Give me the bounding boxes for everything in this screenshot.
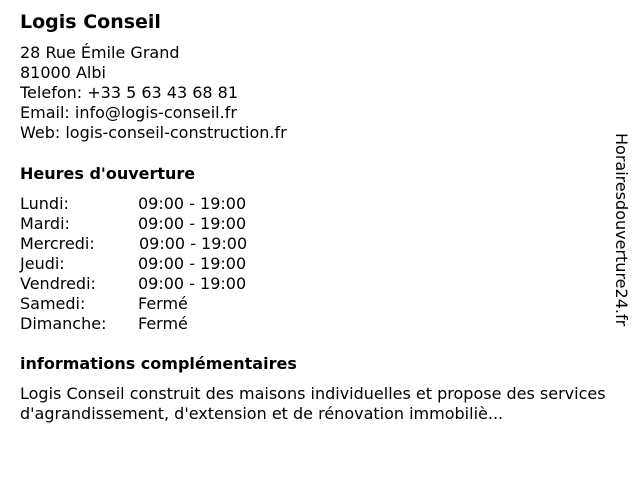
hours-row-friday <box>20 274 320 294</box>
day-label: Jeudi: <box>20 254 65 273</box>
day-hours: 09:00 - 19:00 <box>138 254 247 273</box>
info-heading: informations complémentaires <box>20 354 297 373</box>
hours-row-wednesday <box>20 234 320 254</box>
address-city: 81000 Albi <box>20 63 106 82</box>
day-label: Lundi: <box>20 194 69 213</box>
day-label: Dimanche: <box>20 314 107 333</box>
day-label: Vendredi: <box>20 274 96 293</box>
hours-row-tuesday <box>20 214 320 234</box>
email-address: Email: info@logis-conseil.fr <box>20 103 237 122</box>
day-label: Mardi: <box>20 214 70 233</box>
watermark-container <box>612 133 634 345</box>
hours-row-saturday <box>20 294 320 314</box>
day-hours: Fermé <box>138 314 188 333</box>
day-hours: 09:00 - 19:00 <box>138 214 247 233</box>
day-hours: Fermé <box>138 294 188 313</box>
day-hours: 09:00 - 19:00 <box>139 234 248 253</box>
site-watermark: Horairesdouverture24.fr <box>612 133 631 327</box>
business-description: Logis Conseil construit des maisons individuelles et propose des services d'agrandissement, d'extension et de rénovation immobiliè... <box>20 384 606 423</box>
hours-row-monday <box>20 194 320 214</box>
website: Web: logis-conseil-construction.fr <box>20 123 287 142</box>
hours-list <box>20 194 320 334</box>
hours-heading: Heures d'ouverture <box>20 164 196 183</box>
hours-row-thursday <box>20 254 320 274</box>
day-hours: 09:00 - 19:00 <box>138 194 247 213</box>
day-label: Mercredi: <box>20 234 95 253</box>
business-name: Logis Conseil <box>20 11 161 33</box>
day-label: Samedi: <box>20 294 86 313</box>
contact-block <box>20 43 287 143</box>
address-street: 28 Rue Émile Grand <box>20 43 180 62</box>
hours-row-sunday <box>20 314 320 334</box>
day-hours: 09:00 - 19:00 <box>138 274 247 293</box>
phone-number: Telefon: +33 5 63 43 68 81 <box>20 83 239 102</box>
